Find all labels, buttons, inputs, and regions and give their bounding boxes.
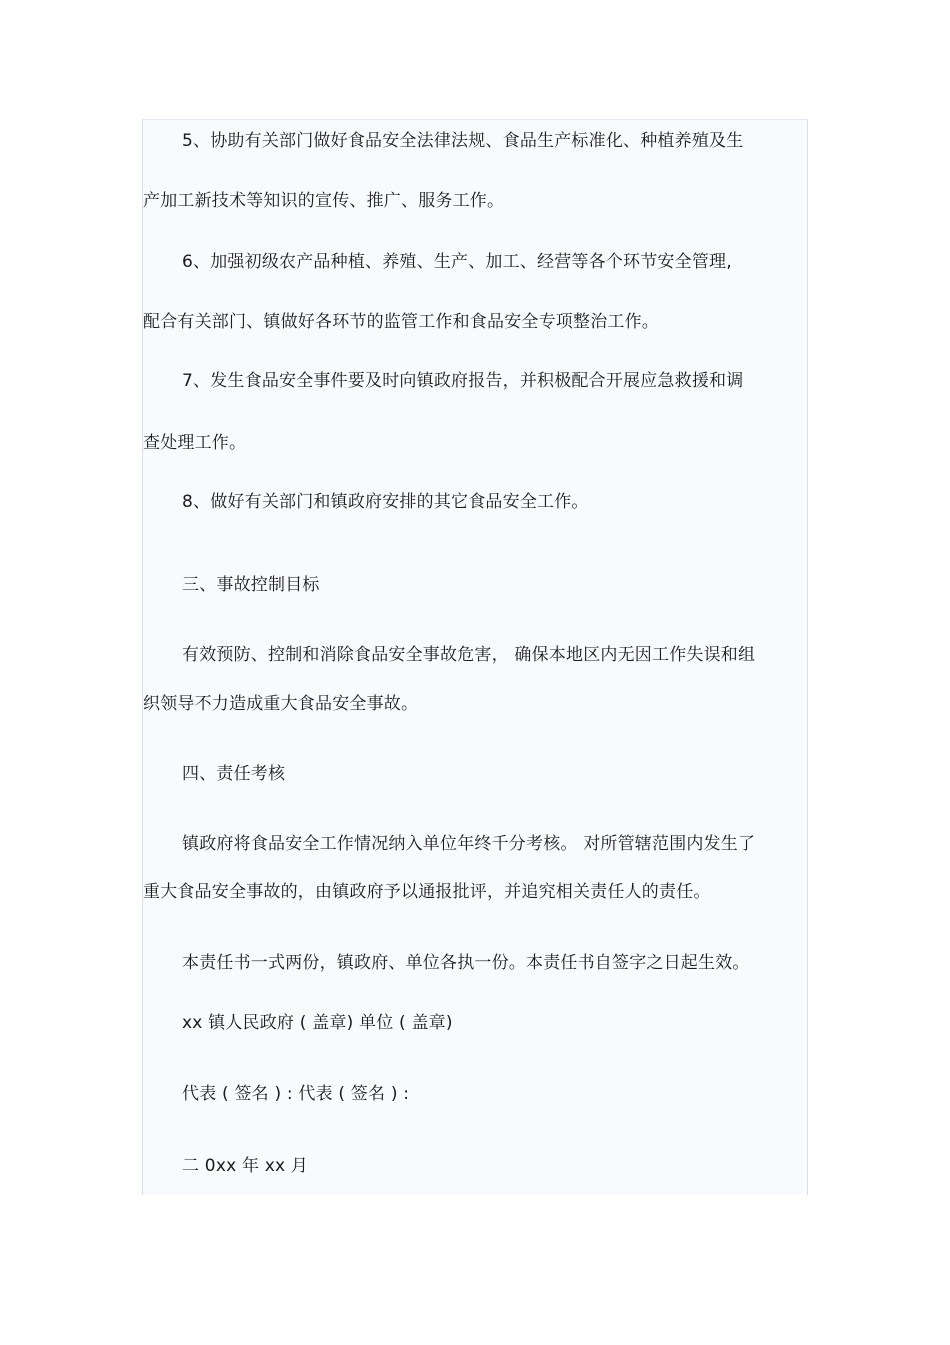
copies-statement: 本责任书一式两份，镇政府、单位各执一份。本责任书自签字之日起生效。 — [182, 953, 750, 973]
item-6-line-2: 配合有关部门、镇做好各环节的监管工作和食品安全专项整治工作。 — [143, 312, 659, 332]
signature-line: 代表 ( 签名 ) : 代表 ( 签名 ) : — [182, 1084, 410, 1104]
section-4-line-1: 镇政府将食品安全工作情况纳入单位年终千分考核。 对所管辖范围内发生了 — [182, 834, 756, 854]
section-heading-4: 四、责任考核 — [182, 764, 286, 784]
seal-line: xx 镇人民政府 ( 盖章) 单位 ( 盖章) — [182, 1013, 453, 1033]
item-7-line-1: 7、发生食品安全事件要及时向镇政府报告，并积极配合开展应急救援和调 — [182, 371, 744, 391]
section-4-line-2: 重大食品安全事故的，由镇政府予以通报批评，并追究相关责任人的责任。 — [143, 882, 711, 902]
item-6-line-1: 6、加强初级农产品种植、养殖、生产、加工、经营等各个环节安全管理, — [182, 252, 732, 272]
section-3-line-2: 织领导不力造成重大食品安全事故。 — [143, 694, 419, 714]
item-5-line-2: 产加工新技术等知识的宣传、推广、服务工作。 — [143, 191, 505, 211]
section-heading-3: 三、事故控制目标 — [182, 575, 320, 595]
item-5-line-1: 5、协助有关部门做好食品安全法律法规、食品生产标准化、种植养殖及生 — [182, 131, 744, 151]
date-line: 二 0xx 年 xx 月 — [182, 1156, 309, 1176]
item-8: 8、做好有关部门和镇政府安排的其它食品安全工作。 — [182, 492, 589, 512]
section-3-line-1: 有效预防、控制和消除食品安全事故危害， 确保本地区内无因工作失误和组 — [182, 645, 756, 665]
item-7-line-2: 查处理工作。 — [143, 433, 247, 453]
